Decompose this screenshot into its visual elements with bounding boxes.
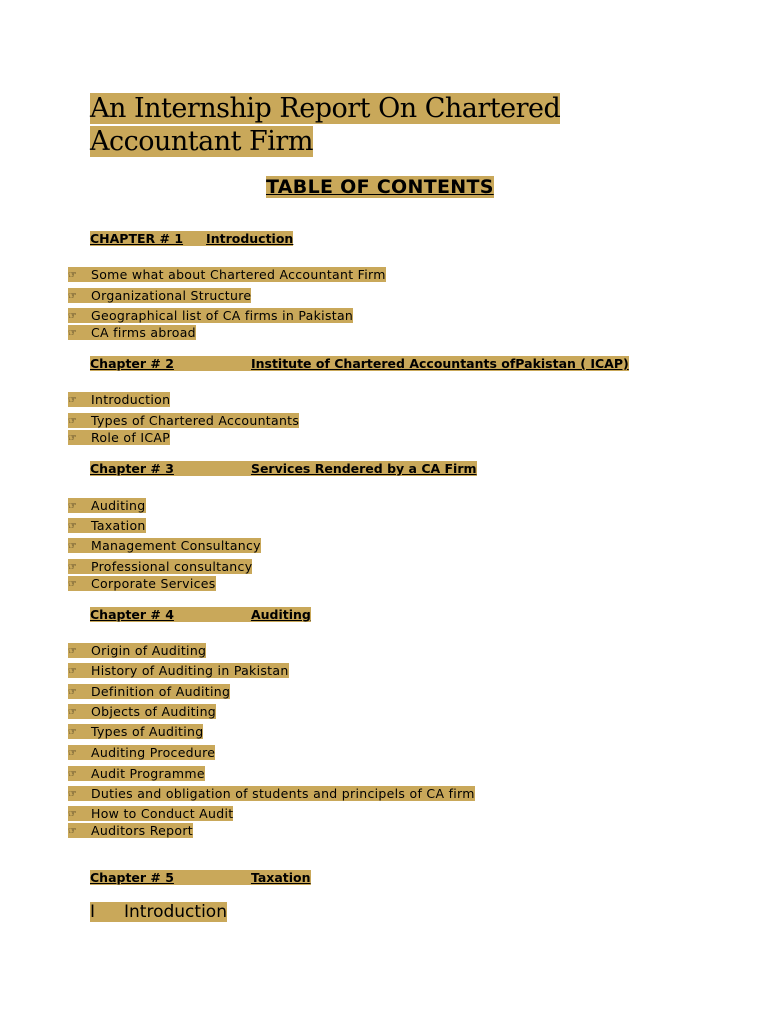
pointing-hand-icon: ☞: [68, 433, 78, 444]
pointing-hand-icon: ☞: [68, 707, 78, 718]
list-item: ☞ Introduction: [68, 392, 171, 407]
pointing-hand-icon: ☞: [68, 687, 78, 698]
list-item: ☞ Some what about Chartered Accountant Firm: [68, 267, 386, 282]
report-title-line-1: An Internship Report On Chartered: [90, 93, 561, 124]
list-item: ☞ Organizational Structure: [68, 288, 252, 303]
list-item: ☞ How to Conduct Audit: [68, 806, 234, 821]
list-item: ☞ Auditors Report: [68, 823, 193, 838]
pointing-hand-icon: ☞: [68, 291, 78, 302]
list-item: ☞ Professional consultancy: [68, 559, 253, 574]
pointing-hand-icon: ☞: [68, 769, 78, 780]
list-item: ☞ Objects of Auditing: [68, 704, 217, 719]
list-item: ☞ Role of ICAP: [68, 430, 171, 445]
pointing-hand-icon: ☞: [68, 809, 78, 820]
chapter-heading: Chapter # 4 Auditing: [90, 607, 311, 622]
list-item: ☞ CA firms abroad: [68, 325, 196, 340]
list-item: ☞ Management Consultancy: [68, 538, 261, 553]
chapter-heading: CHAPTER # 1 Introduction: [90, 231, 294, 246]
pointing-hand-icon: ☞: [68, 328, 78, 339]
report-title-line-2: Accountant Firm: [90, 126, 313, 157]
chapter-heading: Chapter # 5 Taxation: [90, 870, 311, 885]
chapter-heading: Chapter # 3 Services Rendered by a CA Firm: [90, 461, 477, 476]
list-item: ☞ Types of Auditing: [68, 724, 204, 739]
toc-heading: TABLE OF CONTENTS: [266, 176, 494, 198]
list-item: ☞ Corporate Services: [68, 576, 216, 591]
pointing-hand-icon: ☞: [68, 521, 78, 532]
pointing-hand-icon: ☞: [68, 416, 78, 427]
section-heading: I Introduction: [90, 902, 227, 922]
pointing-hand-icon: ☞: [68, 646, 78, 657]
pointing-hand-icon: ☞: [68, 562, 78, 573]
pointing-hand-icon: ☞: [68, 311, 78, 322]
pointing-hand-icon: ☞: [68, 541, 78, 552]
list-item: ☞ Duties and obligation of students and principels of CA firm: [68, 786, 475, 801]
list-item: ☞ Definition of Auditing: [68, 684, 231, 699]
pointing-hand-icon: ☞: [68, 826, 78, 837]
pointing-hand-icon: ☞: [68, 270, 78, 281]
pointing-hand-icon: ☞: [68, 395, 78, 406]
list-item: ☞ History of Auditing in Pakistan: [68, 663, 289, 678]
list-item: ☞ Types of Chartered Accountants: [68, 413, 300, 428]
pointing-hand-icon: ☞: [68, 579, 78, 590]
pointing-hand-icon: ☞: [68, 748, 78, 759]
list-item: ☞ Origin of Auditing: [68, 643, 207, 658]
pointing-hand-icon: ☞: [68, 666, 78, 677]
pointing-hand-icon: ☞: [68, 789, 78, 800]
list-item: ☞ Taxation: [68, 518, 146, 533]
chapter-heading: Chapter # 2 Institute of Chartered Accountants ofPakistan ( ICAP): [90, 356, 629, 371]
list-item: ☞ Geographical list of CA firms in Pakistan: [68, 308, 354, 323]
list-item: ☞ Auditing Procedure: [68, 745, 216, 760]
list-item: ☞ Audit Programme: [68, 766, 205, 781]
pointing-hand-icon: ☞: [68, 501, 78, 512]
pointing-hand-icon: ☞: [68, 727, 78, 738]
list-item: ☞ Auditing: [68, 498, 146, 513]
